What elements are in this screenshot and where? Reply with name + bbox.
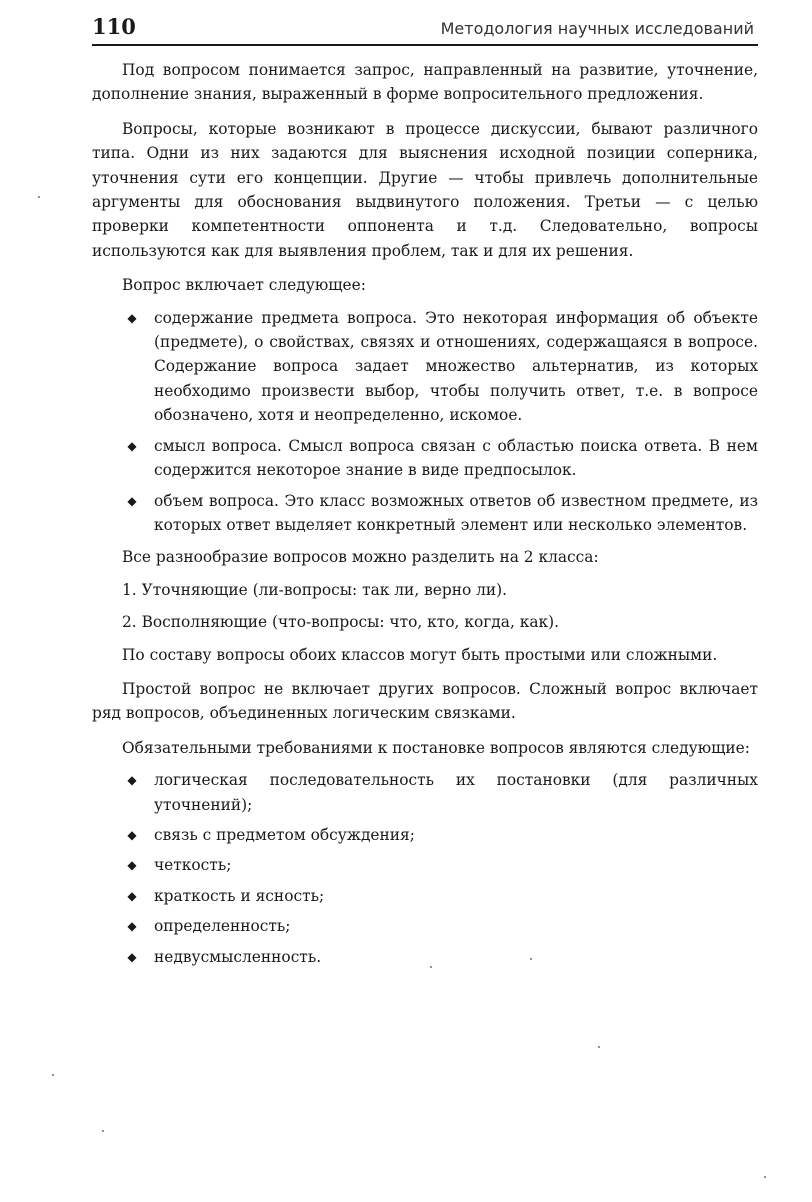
scan-speck [598,1046,600,1048]
scan-speck [530,958,532,960]
running-head: Методология научных исследований [440,19,754,38]
paragraph-two-classes: Все разнообразие вопросов можно разделить на 2 класса: [122,548,599,567]
paragraph-simple-complex: Простой вопрос не включает других вопросов. Сложный вопрос включает ряд вопросов, объединенных логическим связками. [92,679,758,723]
list-item-text: недвусмысленность. [154,947,322,966]
list-item [92,768,758,817]
diamond-bullet-icon: ◆ [127,919,137,934]
scan-speck [430,966,432,968]
list-item-text: краткость и ясность; [154,886,325,905]
list-item [92,914,758,938]
list-item [92,434,758,483]
page-header [92,14,758,46]
diamond-bullet-icon: ◆ [127,888,137,903]
scan-speck [764,1176,766,1178]
book-page [92,14,758,977]
diamond-bullet-icon: ◆ [127,858,137,873]
list-item-text: связь с предметом обсуждения; [154,825,415,844]
paragraph-definition: Под вопросом понимается запрос, направленный на развитие, уточнение, дополнение знания, выраженный в форме вопросительного предложения. [92,61,758,104]
requirements-list [92,768,758,969]
scan-speck [52,1074,54,1076]
list-item [92,489,758,538]
list-item [92,945,758,969]
list-item [92,853,758,877]
list-item [92,823,758,847]
list-item [92,306,758,428]
paragraph-composition: По составу вопросы обоих классов могут быть простыми или сложными. [122,645,718,664]
diamond-bullet-icon: ◆ [127,493,137,508]
list-item-text: логическая последовательность их постановки (для различных уточнений); [154,771,758,814]
question-components-list [92,306,758,538]
list-item-text: содержание предмета вопроса. Это некоторая информация об объекте (предмете), о свойствах, связях и отношениях, содержащаяся в вопросе. Содержание вопроса задает множество альтернатив, из которых необходимо произвести выбор, чтобы получить ответ, т.е. в вопросе обозначено, хотя и неопределенно, искомое. [154,308,758,425]
scan-speck [38,196,40,198]
paragraph-question-types: Вопросы, которые возникают в процессе дискуссии, бывают различного типа. Одни из них задаются для выяснения исходной позиции соперника, уточнения сути его концепции. Другие — чтобы привлечь дополнительные аргументы для обоснования выдвинутого положения. Третьи — с целью проверки компетентности оппонента и т.д. Следовательно, вопросы используются как для выявления проблем, так и для их решения. [92,119,758,260]
diamond-bullet-icon: ◆ [127,310,137,325]
scan-speck [102,1130,104,1132]
paragraph-question-includes: Вопрос включает следующее: [122,276,366,295]
numbered-item-completing: 2. Восполняющие (что-вопросы: что, кто, когда, как). [122,613,560,632]
diamond-bullet-icon: ◆ [127,827,137,842]
list-item-text: смысл вопроса. Смысл вопроса связан с областью поиска ответа. В нем содержится некоторое знание в виде предпосылок. [154,436,758,480]
numbered-item-clarifying: 1. Уточняющие (ли-вопросы: так ли, верно ли). [122,580,508,599]
diamond-bullet-icon: ◆ [127,949,137,964]
list-item-text: определенность; [154,917,291,936]
page-number: 110 [92,14,136,39]
body-text [92,58,758,969]
list-item [92,884,758,908]
list-item-text: объем вопроса. Это класс возможных ответов об известном предмете, из которых ответ выделяет конкретный элемент или несколько элементов. [154,491,758,534]
list-item-text: четкость; [154,856,232,875]
paragraph-requirements: Обязательными требованиями к постановке вопросов являются следующие: [122,738,750,757]
diamond-bullet-icon: ◆ [127,438,137,453]
diamond-bullet-icon: ◆ [127,773,137,788]
